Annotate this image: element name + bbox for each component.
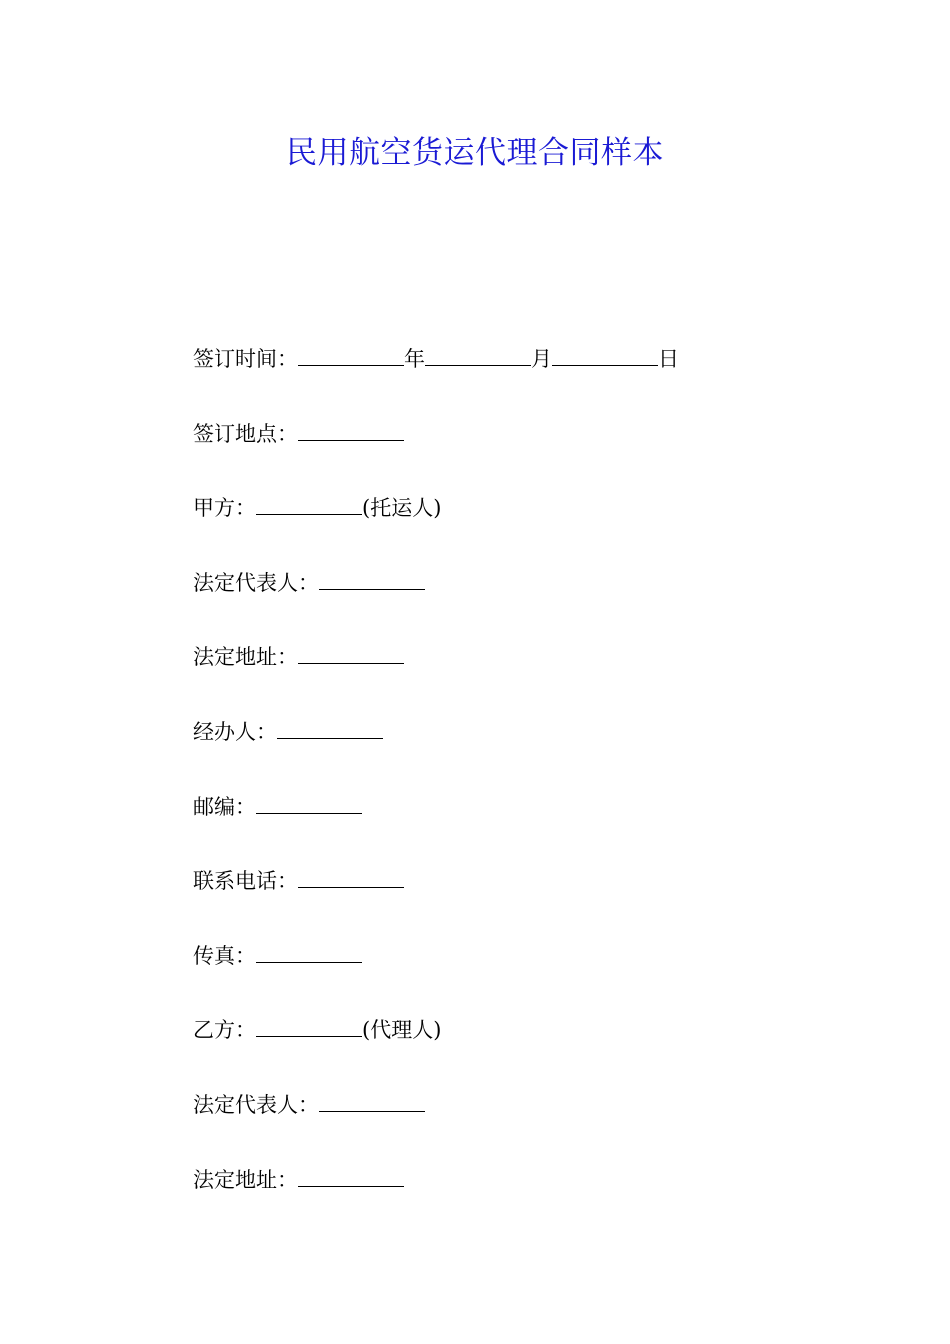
document-title: 民用航空货运代理合同样本 <box>286 135 664 171</box>
party-a-blank[interactable] <box>256 494 362 515</box>
party-a-address-label: 法定地址： <box>193 645 298 670</box>
party-a-agent-label: 经办人： <box>193 719 277 744</box>
sign-day-blank[interactable] <box>552 345 658 366</box>
party-a-phone-blank[interactable] <box>298 867 404 888</box>
field-party-a-legal-rep <box>193 566 873 641</box>
sign-year-blank[interactable] <box>298 345 404 366</box>
sign-place-blank[interactable] <box>298 420 404 441</box>
party-a-legal-rep-label: 法定代表人： <box>193 570 319 595</box>
contract-fields <box>193 342 873 1237</box>
party-b-legal-rep-blank[interactable] <box>319 1091 425 1112</box>
field-party-a-fax <box>193 939 873 1014</box>
party-a-role: (托运人) <box>362 496 442 521</box>
party-a-postcode-blank[interactable] <box>256 793 362 814</box>
party-a-agent-blank[interactable] <box>277 718 383 739</box>
month-label: 月 <box>531 347 552 371</box>
sign-place-label: 签订地点： <box>193 421 298 446</box>
party-a-address-blank[interactable] <box>298 643 404 664</box>
party-a-postcode-label: 邮编： <box>193 794 256 819</box>
party-a-label: 甲方： <box>193 496 256 521</box>
field-party-a <box>193 491 873 566</box>
field-party-a-postcode <box>193 790 873 865</box>
party-b-address-label: 法定地址： <box>193 1167 298 1192</box>
field-party-b-legal-rep <box>193 1088 873 1163</box>
party-a-fax-label: 传真： <box>193 943 256 968</box>
field-sign-place <box>193 417 873 492</box>
sign-time-label: 签订时间： <box>193 347 298 371</box>
field-sign-time <box>193 342 873 417</box>
party-b-role: (代理人) <box>362 1018 442 1043</box>
field-party-b <box>193 1013 873 1088</box>
party-b-label: 乙方： <box>193 1018 256 1043</box>
party-a-legal-rep-blank[interactable] <box>319 569 425 590</box>
field-party-a-agent <box>193 715 873 790</box>
party-b-blank[interactable] <box>256 1016 362 1037</box>
party-a-phone-label: 联系电话： <box>193 869 298 894</box>
party-a-fax-blank[interactable] <box>256 942 362 963</box>
party-b-address-blank[interactable] <box>298 1166 404 1187</box>
day-label: 日 <box>658 347 679 371</box>
sign-month-blank[interactable] <box>425 345 531 366</box>
field-party-a-phone <box>193 864 873 939</box>
party-b-legal-rep-label: 法定代表人： <box>193 1092 319 1117</box>
field-party-a-address <box>193 640 873 715</box>
field-party-b-address <box>193 1163 873 1238</box>
year-label: 年 <box>404 347 425 371</box>
